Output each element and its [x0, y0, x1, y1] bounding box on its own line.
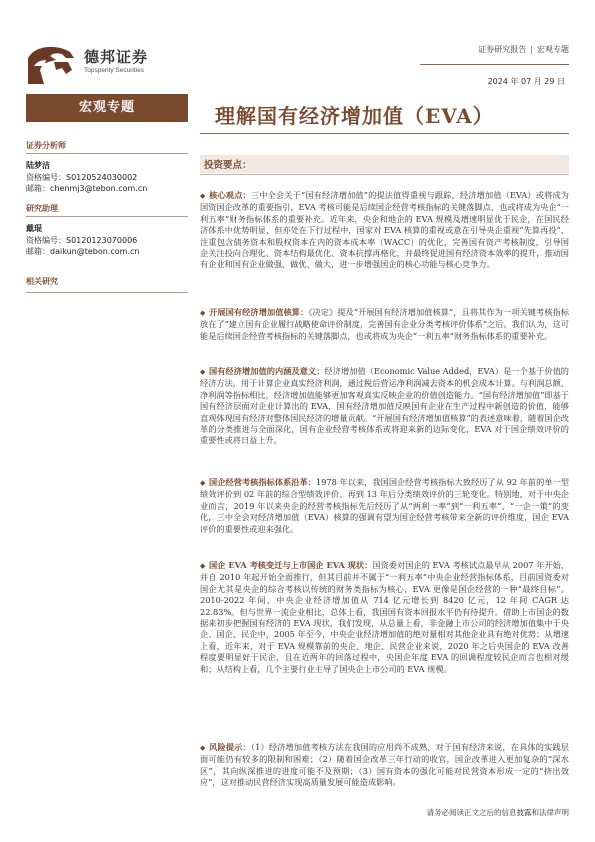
- paragraph-eva-accounting: [200, 307, 569, 342]
- related-research-heading: 相关研究: [26, 277, 58, 286]
- analyst-cert: 资格编号：S0120524030002: [26, 172, 138, 182]
- paragraph-lead: 国企经营考核指标体系沿革：: [209, 477, 316, 487]
- paragraph-lead: 核心观点：: [209, 190, 251, 200]
- brand: [84, 49, 148, 75]
- analyst-heading: 证券分析师: [26, 140, 188, 154]
- bullet-icon: ◆: [200, 562, 206, 570]
- company-logo: [26, 44, 76, 86]
- paragraph-risk: [200, 742, 569, 789]
- bullet-icon: ◆: [200, 368, 206, 376]
- header-divider: [420, 64, 569, 65]
- paragraph-eva-meaning: [200, 366, 569, 447]
- assistant-email[interactable]: 邮箱：daikun@tebon.com.cn: [26, 247, 140, 256]
- report-date: 2024 年 07 月 29 日: [487, 77, 565, 86]
- bullet-icon: ◆: [200, 744, 206, 752]
- page-title: 理解国有经济增加值（EVA）: [215, 104, 494, 128]
- report-type-label: [478, 44, 569, 55]
- report-subtype: 宏观专题: [537, 45, 569, 54]
- analyst-name: 陆梦洁: [26, 161, 50, 170]
- paragraph-text: 国资委对国企的 EVA 考核试点最早从 2007 年开始，并自 2010 年起开始全面推行，但其目前并不属于“一利五率”中央企业经营指标体系，目前国资委对国企尤其是央企的综合考核以传统的财务类指标为核心，EVA 更像是国企经营的一种“最终目标”。2010-2022 年间，中央企业经济增加值从 714 亿元增长到 8420 亿元，12 年间 CAGR 达 22.83%。但与世界一流企业相比，总体上看，我国国有资本回报水平仍有待提升。借助上市国企的数据来初步把握国有经济的 EVA 现状，我们发现，从总量上看，非金融上市公司的经济增加值集中于央企、国企、民企中，2005 年至今，中央企业经济增加值的绝对量相对其他企业具有绝对优势；从增速上看，近年来，对于 EVA 规模靠前的央企、地企、民营企业来说，2020 年之后央国企的 EVA 改善程度要明显好于民企，且在近两年的回落过程中，央国企年度 EVA 的回调程度较民企而言也相对缓和；从结构上看，几个主要行业主导了国央企上市公司的 EVA 规模。: [200, 560, 569, 674]
- paragraph-lead: 开展国有经济增加值核算：: [209, 307, 309, 317]
- paragraph-lead: 国企 EVA 考核变迁与上市国企 EVA 现状：: [209, 560, 373, 570]
- assistant-heading: 研究助理: [26, 203, 188, 217]
- bullet-icon: ◆: [200, 192, 206, 200]
- points-divider: [200, 174, 569, 175]
- paragraph-indicator-history: [200, 477, 569, 535]
- related-divider: [26, 292, 188, 293]
- paragraph-text: 《决定》提及“开展国有经济增加值核算”，且将其作为一项关键考核指标放在了“建立国有企业履行战略使命评价制度，完善国有企业分类考核评价体系”之后。我们认为，这可能是后续国企经营考核指标的关键落脚点，也或将成为央企“一利五率”财务指标体系的重要补充。: [200, 307, 569, 341]
- assistant-info: [26, 223, 139, 258]
- title-divider: [200, 133, 569, 134]
- brand-name-en: Topsperity Securities: [84, 67, 144, 74]
- paragraph-eva-status: [200, 560, 569, 675]
- paragraph-text: 经济增加值（Economic Value Added，EVA）是一个基于价值的经济方法，用于计算企业真实经济利润，通过税后营运净利润减去资本的机会成本计算。与利润总额、净利润等指标相比，经济增加值能够更加客观真实反映企业的价值创造能力。“国有经济增加值”即基于国有经济层面对企业计算出的 EVA，国有经济增加值反映国有企业在生产过程中新创造的价值，能够直观体现国有经济对整体国民经济的增量贡献。“开展国有经济增加值核算”的表述意味着，随着国企改革的分类推进与全面深化，国有企业经营考核体系或将迎来新的边际变化，EVA 对于国企绩效评价的重要性或将日益上升。: [200, 366, 569, 446]
- paragraph-text: （1）经济增加值考核方法在我国的应用尚不成熟，对于国有经济来说，在具体的实践层面可能仍有较多的限制和困难；（2）随着国企改革三年行动的收官，国企改革进入更加复杂的“深水区”，其向纵深推进的进度可能不及预期；（3）国有资本的强化可能对民营资本形成一定的“挤出效应”，这对推动民营经济实现高质量发展可能造成影响。: [200, 742, 569, 788]
- analyst-info: [26, 160, 147, 195]
- brand-name-cn: 德邦证券: [84, 48, 149, 66]
- separator: |: [530, 45, 533, 54]
- points-header-bar: [200, 155, 569, 173]
- paragraph-text: 1978 年以来，我国国企经营考核指标大致经历了从 92 年前的单一型绩效评价到 02 年前的综合型绩效评价、再到 13 年后分类绩效评价的三轮变化。特别地，对于中央企业而言，2019 年以来央企的经营考核指标先后经历了从“两利一率”到“一利五率”、“一企一策”的变化，三中全会对经济增加值（EVA）核算的强调有望为国企经营考核带来全新的评价维度，国企 EVA 评价的重要性或迎来强化。: [200, 477, 569, 534]
- assistant-cert: 资格编号：S0120123070006: [26, 235, 138, 245]
- category-tag: 宏观专题: [26, 94, 188, 122]
- footer-disclaimer: 请务必阅读正文之后的信息披露和法律声明: [426, 808, 569, 817]
- paragraph-core-view: [200, 190, 569, 271]
- report-type: 证券研究报告: [478, 45, 527, 54]
- paragraph-lead: 国有经济增加值的内涵及意义：: [209, 366, 325, 376]
- bullet-icon: ◆: [200, 479, 206, 487]
- assistant-name: 戴琨: [26, 224, 42, 233]
- bullet-icon: ◆: [200, 309, 206, 317]
- analyst-email[interactable]: 邮箱：chenmj3@tebon.com.cn: [26, 184, 148, 193]
- paragraph-lead: 风险提示：: [209, 742, 251, 752]
- paragraph-text: 三中全会关于“国有经济增加值”的提法值得重视与跟踪，经济增加值（EVA）或将成为国资国企改革的重要指引，EVA 考核可能是后续国企经营考核指标的关键落脚点，也或将成为央企“一利五率”财务指标体系的重要补充。近年来，央企和地企的 EVA 规模及增速明显优于民企，在国民经济体系中优势明显，但亦处在下行过程中，国家对 EVA 核算的重视或意在引导央企重视“先算再投”，注重包含债务资本和股权资本在内的资本成本率（WACC）的优化，完善国有资产考核制度，引导国企关注投向合理化、资本结构最优化、资本抗撑再格化，并最终促进国有经济资本效率的提升，推动国有企业和国有企业做强、做优、做大，进一步增强国企的核心功能与核心竞争力。: [200, 190, 569, 270]
- points-label: 投资要点：: [204, 160, 252, 171]
